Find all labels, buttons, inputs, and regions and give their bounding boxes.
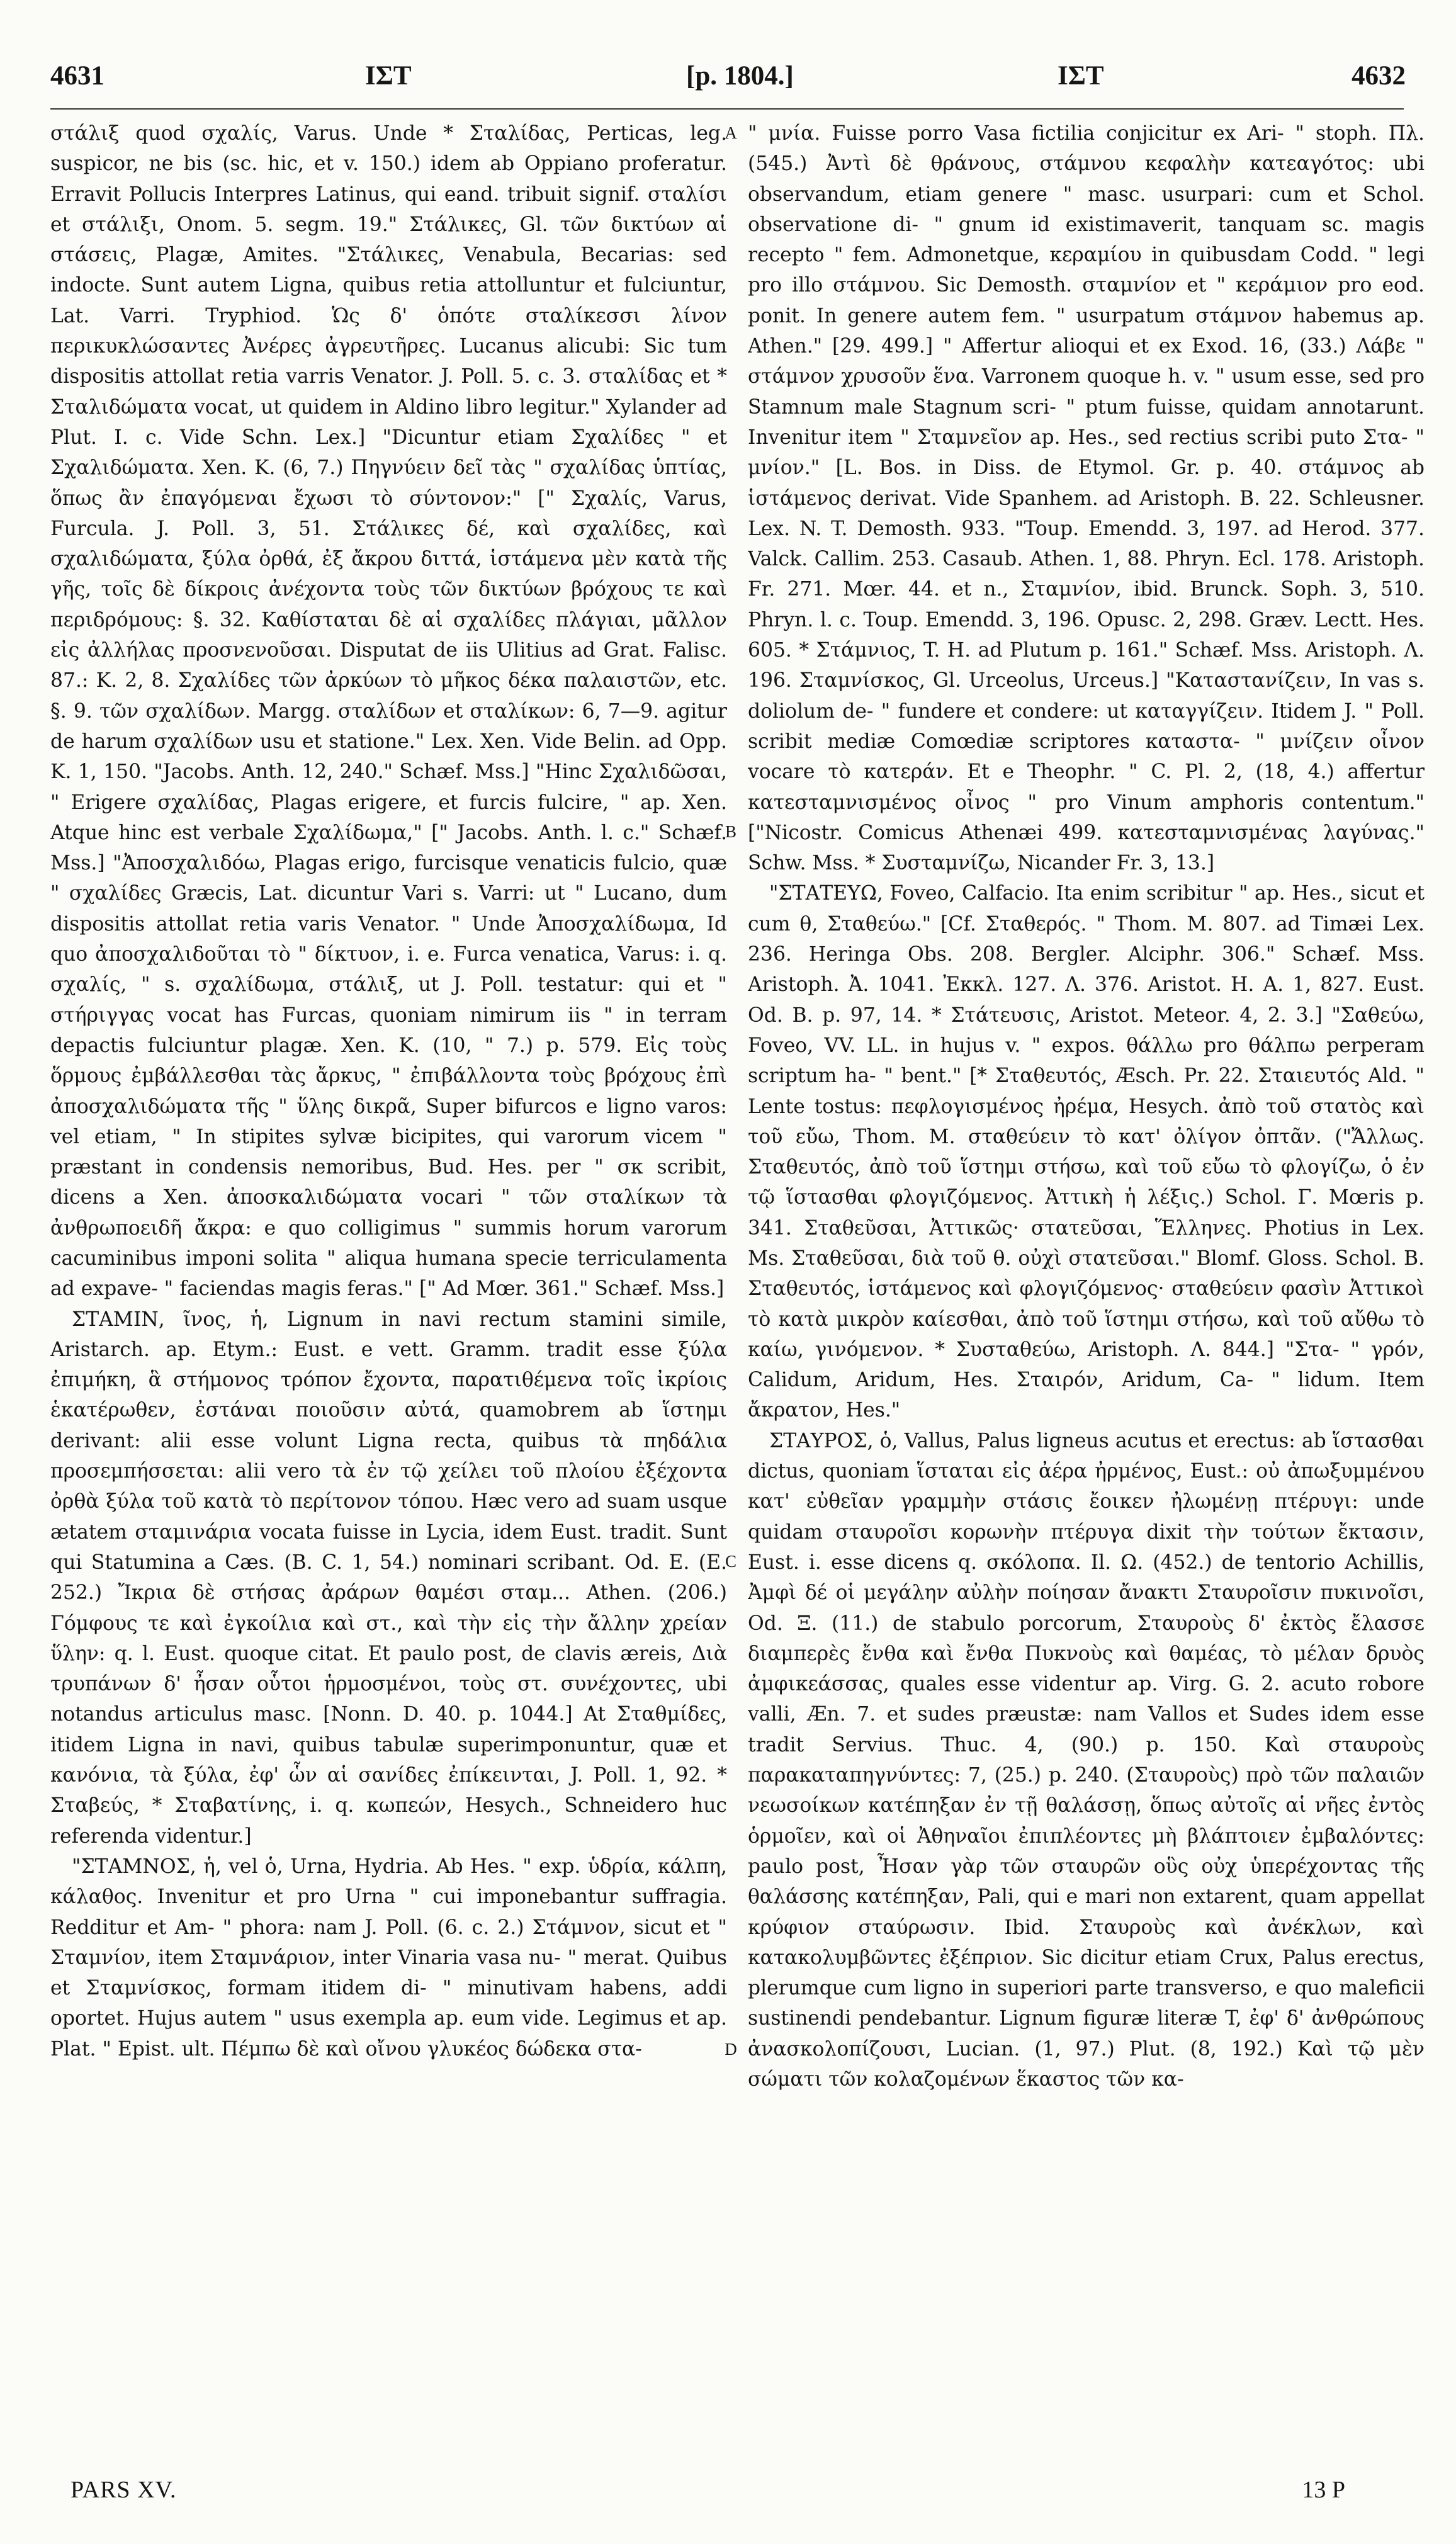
left-column: [50, 118, 727, 2448]
running-headword-left: ΙΣΤ: [365, 61, 412, 91]
page-header: [38, 60, 1418, 111]
page-number-left: 4631: [50, 61, 104, 91]
entry-stamnos-continued: " μνία. Fuisse porro Vasa fictilia conjicitur ex Ari- " stoph. Πλ. (545.) Ἀντὶ δὲ θράνους, στάμνου κεφαλὴν κατεαγότος: ubi observandum, etiam genere " masc. usurpari: cum et Schol. observatione di- " gnum id existimaverit, tanquam sc. magis recepto " fem. Admonetque, κεραμίου in quibusdam Codd. " legi pro illo στάμνου. Sic Demosth. σταμνίον et " κεράμιον pro eod. ponit. In genere autem fem. " usurpatum στάμνον habemus ap. Athen." [29. 499.] " Affertur alioqui et ex Exod. 16, (33.) Λάβε " στάμνον χρυσοῦν ἕνα. Varronem quoque h. v. " usum esse, sed pro Stamnum male Stagnum scri- " ptum fuisse, quidam annotarunt. Invenitur item " Σταμνεῖον ap. Hes., sed rectius scribi puto Στα- " μνίον." [L. Bos. in Diss. de Etymol. Gr. p. 40. στάμνος ab ἱστάμενος derivat. Vide Spanhem. ad Aristoph. B. 22. Schleusner. Lex. N. T. Demosth. 933. "Toup. Emendd. 3, 197. ad Herod. 377. Valck. Callim. 253. Casaub. Athen. 1, 88. Phryn. Ecl. 178. Aristoph. Fr. 271. Mœr. 44. et n., Σταμνίον, ibid. Brunck. Soph. 3, 510. Phryn. l. c. Toup. Emendd. 3, 196. Opusc. 2, 298. Græv. Lectt. Hes. 605. * Στάμνιος, T. H. ad Plutum p. 161." Schæf. Mss. Aristoph. Λ. 196. Σταμνίσκος, Gl. Urceolus, Urceus.] "Καταστανίζειν, In vas s. doliolum de- " fundere et condere: ut καταγγίζειν. Itidem J. " Poll. scribit mediæ Comœdiæ scriptores καταστα- " μνίζειν οἶνον vocare τὸ κατεράν. Et e Theophr. " C. Pl. 2, (18, 4.) affertur κατεσταμνισμένος οἶνος " pro Vinum amphoris contentum." ["Nicostr. Comicus Athenæi 499. κατεσταμνισμένας λαγύνας." Schw. Mss. * Συσταμνίζω, Nicander Fr. 3, 13.]: [748, 122, 1425, 875]
entry-stamnos: "ΣΤΑΜΝΟΣ, ἡ, vel ὁ, Urna, Hydria. Ab Hes. " exp. ὑδρία, κάλπη, κάλαθος. Invenitur et pro Urna " cui imponebantur suffragia. Redditur et Am- " phora: nam J. Poll. (6. c. 2.) Στάμνον, sicut et " Σταμνίον, item Σταμνάριον, inter Vinaria vasa nu- " merat. Quibus et Σταμνίσκος, formam itidem di- " minutivam habens, addi oportet. Hujus autem " usus exempla ap. eum vide. Legimus et ap. Plat. " Epist. ult. Πέμπω δὲ καὶ οἴνου γλυκέος δώδεκα στα-: [50, 1855, 727, 2061]
margin-letter-b: B: [725, 822, 736, 841]
page-number-right: 4632: [1352, 61, 1406, 91]
page-footer: [0, 2476, 1456, 2514]
running-headword-right: ΙΣΤ: [1058, 61, 1104, 91]
entry-stauros: ΣΤΑΥΡΟΣ, ὁ, Vallus, Palus ligneus acutus et erectus: ab ἵστασθαι dictus, quoniam ἵσταται εἰς ἀέρα ἠρμένος, Eust.: οὐ ἀπωξυμμένου κατ' εὐθεῖαν γραμμὴν στάσις ἔοικεν ἠλωμένῃ πτέρυγι: unde quidam σταυροῖσι κορωνὴν πτέρυγα dixit τὴν τούτων ἔκτασιν, Eust. i. esse dicens q. σκόλοπα. Il. Ω. (452.) de tentorio Achillis, Ἀμφὶ δέ οἱ μεγάλην αὐλὴν ποίησαν ἄνακτι Σταυροῖσιν πυκινοῖσι, Od. Ξ. (11.) de stabulo porcorum, Σταυροὺς δ' ἐκτὸς ἔλασσε διαμπερὲς ἔνθα καὶ ἔνθα Πυκνοὺς καὶ θαμέας, τὸ μέλαν δρυὸς ἀμφικεάσσας, quales esse videntur ap. Virg. G. 2. acuto robore valli, Æn. 7. et sudes præustæ: nam Vallos et Sudes idem esse tradit Servius. Thuc. 4, (90.) p. 150. Καὶ σταυροὺς παρακαταπηγνύντες: 7, (25.) p. 240. (Σταυροὺς) πρὸ τῶν παλαιῶν νεωσοίκων κατέπηξαν ἐν τῇ θαλάσσῃ, ὅπως αὐτοῖς αἱ νῆες ἐντὸς ὁρμοῖεν, καὶ οἱ Ἀθηναῖοι ἐπιπλέοντες μὴ βλάπτοιεν ἐμβαλόντες: paulo post, Ἦσαν γὰρ τῶν σταυρῶν οὓς οὐχ ὑπερέχοντας τῆς θαλάσσης κατέπηξαν, Pali, qui e mari non extarent, quam appellat κρύφιον σταύρωσιν. Ibid. Σταυροὺς καὶ ἀνέκλων, καὶ κατακολυμβῶντες ἐξέπριον. Sic dicitur etiam Crux, Palus erectus, plerumque cum ligno in superiori parte transverso, e quo maleficii sustinendi pendebantur. Lignum figuræ literæ T, ἐφ' δ' ἀνθρώπους ἀνασκολοπίζουσι, Lucian. (1, 97.) Plut. (8, 192.) Καὶ τῷ μὲν σώματι τῶν κολαζομένων ἕκαστος τῶν κα-: [748, 1429, 1425, 2091]
margin-letter-d: D: [725, 2040, 737, 2059]
entry-stateuo: "ΣΤΑΤΕΥΩ, Foveo, Calfacio. Ita enim scribitur " ap. Hes., sicut et cum θ, Σταθεύω." [Cf. Σταθερός. " Thom. M. 807. ad Timæi Lex. 236. Heringa Obs. 208. Bergler. Alciphr. 306." Schæf. Mss. Aristoph. Ἀ. 1041. Ἐκκλ. 127. Λ. 376. Aristot. H. A. 1, 827. Eust. Od. B. p. 97, 14. * Στάτευσις, Aristot. Meteor. 4, 2. 3.] "Σαθεύω, Foveo, VV. LL. in hujus v. " expos. θάλλω pro θάλπω perperam scriptum ha- " bent." [* Σταθευτός, Æsch. Pr. 22. Σταιευτός Ald. " Lente tostus: πεφλογισμένος ἠρέμα, Hesych. ἀπὸ τοῦ στατὸς καὶ τοῦ εὔω, Thom. M. σταθεύειν τὸ κατ' ὀλίγον ὀπτᾶν. ("Ἄλλως. Σταθευτός, ἀπὸ τοῦ ἵστημι στήσω, καὶ τοῦ εὔω τὸ φλογίζω, ὁ ἐν τῷ ἵστασθαι φλογιζόμενος. Ἀττικὴ ἡ λέξις.) Schol. Γ. Mœris p. 341. Σταθεῦσαι, Ἀττικῶς· στατεῦσαι, Ἕλληνες. Photius in Lex. Ms. Σταθεῦσαι, διὰ τοῦ θ. οὐχὶ στατεῦσαι." Blomf. Gloss. Schol. B. Σταθευτός, ἱστάμενος καὶ φλογιζόμενος· σταθεύειν φασὶν Ἀττικοὶ τὸ κατὰ μικρὸν καίεσθαι, ἀπὸ τοῦ ἵστημι στήσω, καὶ τοῦ αὔθω τὸ καίω, γινόμενον. * Συσταθεύω, Aristoph. Λ. 844.] "Στα- " γρόν, Calidum, Aridum, Hes. Σταιρόν, Aridum, Ca- " lidum. Item ἄκρατον, Hes.": [748, 882, 1425, 1422]
entry-stamin: ΣΤΑΜΙΝ, ῖνος, ἡ, Lignum in navi rectum stamini simile, Aristarch. ap. Etym.: Eust. e vett. Gramm. tradit esse ξύλα ἐπιμήκη, ἃ στήμονος τρόπον ἔχοντα, παρατιθέμενα τοῖς ἰκρίοις ἑκατέρωθεν, ἐστάναι ποιοῦσιν αὐτά, quamobrem ab ἵστημι derivant: alii esse volunt Ligna recta, quibus τὰ πηδάλια προσεμπήσσεται: alii vero τὰ ἐν τῷ χείλει τοῦ πλοίου ἐξέχοντα ὀρθὰ ξύλα τοῦ κατὰ τὸ περίτονον τόπου. Hæc vero ad suam usque ætatem σταμινάρια vocata fuisse in Lycia, idem Eust. tradit. Sunt qui Statumina a Cæs. (B. C. 1, 54.) nominari scribant. Od. E. (E. 252.) Ἴκρια δὲ στήσας ἀράρων θαμέσι σταμ... Athen. (206.) Γόμφους τε καὶ ἐγκοίλια καὶ στ., καὶ τὴν εἰς τὴν ἄλλην χρείαν ὕλην: q. l. Eust. quoque citat. Et paulo post, de clavis æreis, Διὰ τρυπάνων δ' ἦσαν οὗτοι ἡρμοσμένοι, τοὺς στ. συνέχοντες, ubi notandus articulus masc. [Nonn. D. 40. p. 1044.] At Σταθμίδες, itidem Ligna in navi, quibus tabulæ superimponuntur, quæ et κανόνια, τὰ ξύλα, ἐφ' ὧν αἱ σανίδες ἐπίκεινται, J. Poll. 1, 92. * Σταβεύς, * Σταβατίνης, i. q. κωπεών, Hesych., Schneidero huc referenda videntur.]: [50, 1308, 727, 1848]
part-label: PARS XV.: [71, 2477, 177, 2503]
header-rule: [50, 108, 1404, 110]
page-reference: [p. 1804.]: [686, 61, 794, 91]
right-column: [748, 118, 1425, 2448]
signature-mark: 13 P: [1302, 2477, 1345, 2503]
margin-letter-c: C: [725, 1552, 736, 1571]
entry-staliks-continued: στάλιξ quod σχαλίς, Varus. Unde * Σταλίδας, Perticas, leg. suspicor, ne bis (sc. hic, et v. 150.) idem ab Oppiano proferatur. Erravit Pollucis Interpres Latinus, qui eand. tribuit signif. σταλίσι et στάλιξι, Onom. 5. segm. 19." Στάλικες, Gl. τῶν δικτύων αἱ στάσεις, Plagæ, Amites. "Στάλικες, Venabula, Becarias: sed indocte. Sunt autem Ligna, quibus retia attolluntur et fulciuntur, Lat. Varri. Tryphiod. Ὡς δ' ὁπότε σταλίκεσσι λίνον περικυκλώσαντες Ἀνέρες ἀγρευτῆρες. Lucanus alicubi: Sic tum dispositis attollat retia varris Venator. J. Poll. 5. c. 3. σταλίδας et * Σταλιδώματα vocat, ut quidem in Aldino libro legitur." Xylander ad Plut. I. c. Vide Schn. Lex.] "Dicuntur etiam Σχαλίδες " et Σχαλιδώματα. Xen. K. (6, 7.) Πηγνύειν δεῖ τὰς " σχαλίδας ὑπτίας, ὅπως ἂν ἐπαγόμεναι ἔχωσι τὸ σύντονον:" [" Σχαλίς, Varus, Furcula. J. Poll. 3, 51. Στάλικες δέ, καὶ σχαλίδες, καὶ σχαλιδώματα, ξύλα ὀρθά, ἐξ ἄκρου διττά, ἱστάμενα μὲν κατὰ τῆς γῆς, τοῖς δὲ δίκροις ἀνέχοντα τοὺς τῶν δικτύων βρόχους τε καὶ περιδρόμους: §. 32. Καθίσταται δὲ αἱ σχαλίδες πλάγιαι, μᾶλλον εἰς ἀλλήλας προσνενοῦσαι. Disputat de iis Ulitius ad Grat. Falisc. 87.: K. 2, 8. Σχαλίδες τῶν ἀρκύων τὸ μῆκος δέκα παλαιστῶν, etc. §. 9. τῶν σχαλίδων. Margg. σταλίδων et σταλίκων: 6, 7—9. agitur de harum σχαλίδων usu et statione." Lex. Xen. Vide Belin. ad Opp. K. 1, 150. "Jacobs. Anth. 12, 240." Schæf. Mss.] "Hinc Σχαλιδῶσαι, " Erigere σχαλίδας, Plagas erigere, et furcis fulcire, " ap. Xen. Atque hinc est verbale Σχαλίδωμα," [" Jacobs. Anth. l. c." Schæf. Mss.] "Ἀποσχαλιδόω, Plagas erigo, furcisque venaticis fulcio, quæ " σχαλίδες Græcis, Lat. dicuntur Vari s. Varri: ut " Lucano, dum dispositis attollat retia varis Venator. " Unde Ἀποσχαλίδωμα, Id quo ἀποσχαλιδοῦται τὸ " δίκτυον, i. e. Furca venatica, Varus: i. q. σχαλίς, " s. σχαλίδωμα, στάλιξ, ut J. Poll. testatur: qui et " στήριγγας vocat has Furcas, quoniam nimirum iis " in terram depactis fulciuntur plagæ. Xen. K. (10, " 7.) p. 579. Εἰς τοὺς ὅρμους ἐμβάλλεσθαι τὰς ἄρκυς, " ἐπιβάλλοντα τοὺς βρόχους ἐπὶ ἀποσχαλιδώματα τῆς " ὕλης δικρᾶ, Super bifurcos e ligno varos: vel etiam, " In stipites sylvæ bicipites, qui varorum vicem " præstant in condensis nemoribus, Bud. Hes. per " σκ scribit, dicens a Xen. ἀποσκαλιδώματα vocari " τῶν σταλίκων τὰ ἀνθρωποειδῆ ἄκρα: e quo colligimus " summis horum varorum cacuminibus imponi solita " aliqua humana specie terriculamenta ad expave- " faciendas magis feras." [" Ad Mœr. 361." Schæf. Mss.]: [50, 122, 727, 1301]
margin-letter-a: A: [725, 123, 737, 142]
